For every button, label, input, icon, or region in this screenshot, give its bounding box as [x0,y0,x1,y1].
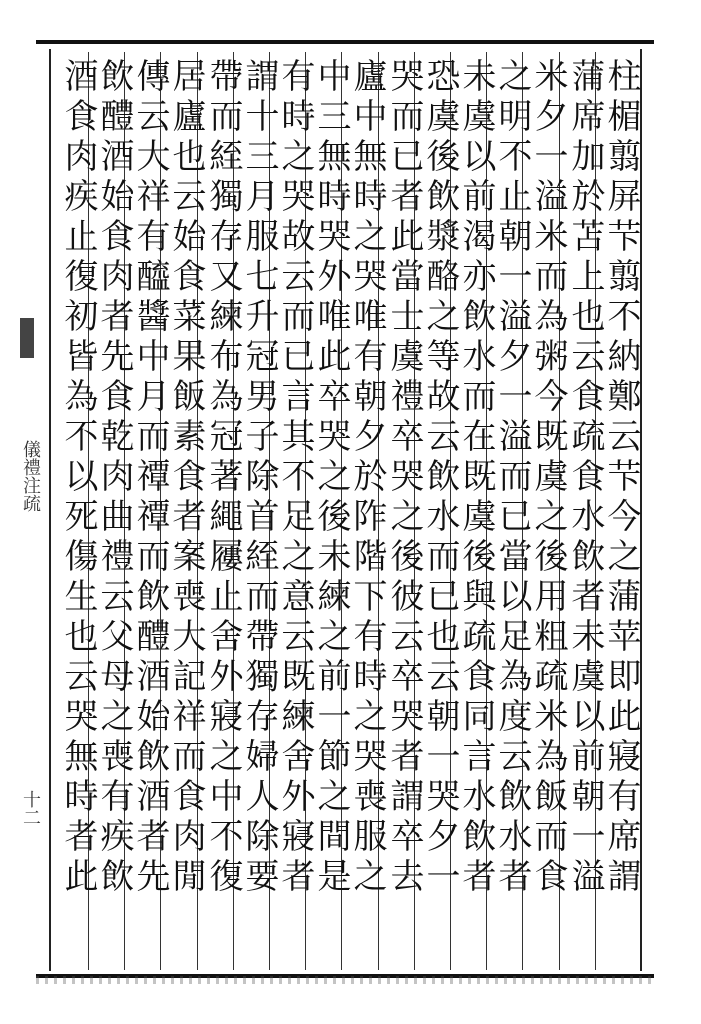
text-column: 中三無時哭外唯此卒哭之後未練之前一節之間是 [311,58,351,898]
text-column: 米夕一溢米而為粥今既虞之後用粗疏米為飯而食 [528,58,568,898]
page-edge-noise [36,976,654,984]
text-column: 未虞以前渴亦飲水而在既虞後與疏食同言水飲者 [456,58,496,898]
text-column: 飲醴酒始食肉者先食乾肉曲禮云父母之喪有疾飲 [94,58,134,898]
fishtail-mark [20,318,34,358]
text-column: 傳云大祥有醯醬中月而禫禫而飲醴酒始飲酒者先 [130,58,170,898]
text-column: 蒲席加於苫上也云食疏食水飲者未虞以前朝一溢 [565,58,605,898]
text-column: 哭而已者此當士虞禮卒哭之後彼云卒哭者謂卒去 [384,58,424,898]
book-title: 儀禮注疏 [20,440,41,512]
text-column: 有時之哭故云而已言其不足之意云既練舍外寢者 [275,58,315,898]
text-column: 恐虞後飲漿酪之等故云飲水而已也云朝一哭夕一 [420,58,460,898]
text-column: 之明不止朝一溢夕一溢而已當以足為度云飲水者 [492,58,532,898]
text-column: 居廬也云始食菜果飯素食者案喪大記祥而食肉閒 [166,58,206,898]
text-column: 廬中無時之哭唯有朝夕於阼階下有時之哭喪服之 [347,58,387,898]
page-number: 十二 [20,790,41,826]
text-column: 酒食肉疾止復初皆為不以死傷生也云哭無時者此 [58,58,98,898]
text-column: 柱楣翦屏芐翦不納鄭云芐今之蒲苹即此寢有席謂 [601,58,641,898]
text-column: 謂十三月服七升冠男子除首絰而帶獨存婦人除要 [239,58,279,898]
text-column: 帶而絰獨存又練布為冠著繩屨止舍外寢之中不復 [203,58,243,898]
